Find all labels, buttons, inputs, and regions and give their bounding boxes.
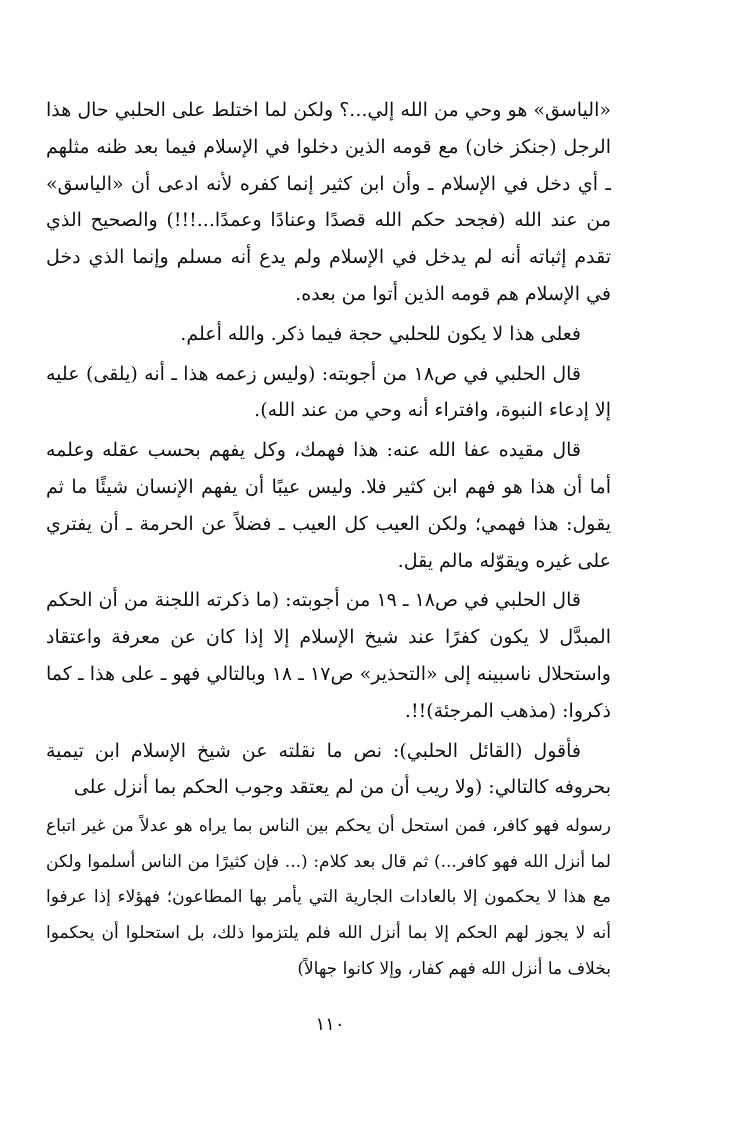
page-number: ١١٠ <box>315 1014 345 1035</box>
paragraph-2: فعلى هذا لا يكون للحلبي حجة فيما ذكر. والله أعلم. <box>180 322 581 345</box>
paragraph-5: قال الحلبي في ص١٨ ـ ١٩ من أجوبته: (ما ذكرته اللجنة من أن الحكم المبدَّل لا يكون كفرًا عند شيخ الإسلام إلا إذا كان عن معرفة واعتقاد واستحلال ناسبينه إلى «التحذير» ص١٧ ـ ١٨ وبالتالي فهو ـ على هذا ـ كما ذكروا: (مذهب المرجئة)!!. <box>46 589 611 722</box>
paragraph-6: فأقول (القائل الحلبي): نص ما نقلته عن شيخ الإسلام ابن تيمية بحروفه كالتالي: (ولا ريب أن من لم يعتقد وجوب الحكم بما أنزل على <box>46 739 611 799</box>
paragraph-1: «الياسق» هو وحي من الله إلي...؟ ولكن لما اختلط على الحلبي حال هذا الرجل (جنكز خان) مع قومه الذين دخلوا في الإسلام فيما بعد ظنه مثلهم ـ أي دخل في الإسلام ـ وأن ابن كثير إنما كفره لأنه ادعى أن «الياسق» من عند الله (فجحد حكم الله قصدًا وعنادًا وعمدًا...!!!) والصحيح الذي تقدم إثباته أنه لم يدخل في الإسلام ولم يدع أنه مسلم وإنما الذي دخل في الإسلام هم قومه الذين أتوا من بعده. <box>46 99 611 305</box>
paragraph-4: قال مقيده عفا الله عنه: هذا فهمك، وكل يفهم بحسب عقله وعلمه أما أن هذا هو فهم ابن كثير فلا. وليس عيبًا أن يفهم الإنسان شيئًا ما ثم يقول: هذا فهمي؛ ولكن العيب كل العيب ـ فضلاً عن الحرمة ـ أن يفتري على غيره ويقوّله مالم يقل. <box>46 439 611 572</box>
paragraph-3: قال الحلبي في ص١٨ من أجوبته: (وليس زعمه هذا ـ أنه (يلقى) عليه إلا إدعاء النبوة، وافتراء أنه وحي من عند الله). <box>46 362 611 422</box>
page-body <box>46 92 611 987</box>
quote-continuation: رسوله فهو كافر، فمن استحل أن يحكم بين الناس بما يراه هو عدلاً من غير اتباع لما أنزل الله فهو كافر...) ثم قال بعد كلام: (... فإن كثيرًا من الناس أسلموا ولكن مع هذا لا يحكمون إلا بالعادات الجارية التي يأمر بها المطاعون؛ فهؤلاء إذا عرفوا أنه لا يجوز لهم الحكم إلا بما أنزل الله فلم يلتزموا ذلك، بل استحلوا أن يحكموا بخلاف ما أنزل الله فهم كفار، وإلا كانوا جهالاً) <box>46 816 611 979</box>
